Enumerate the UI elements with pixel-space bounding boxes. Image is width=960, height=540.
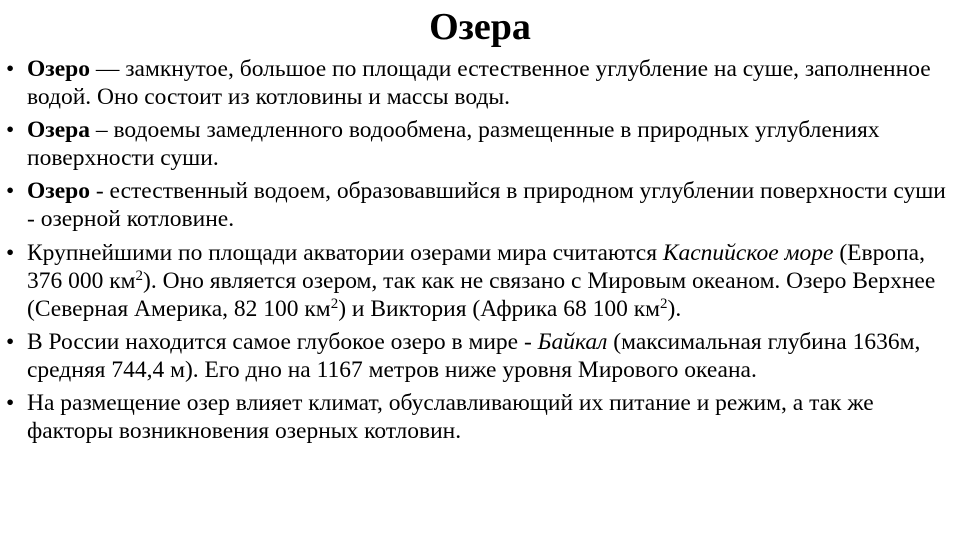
bullet-term: Озеро	[27, 178, 90, 205]
bullet-text: ) и Виктория (Африка 68 100 км	[338, 295, 661, 322]
bullet-icon: •	[6, 239, 15, 266]
bullet-list	[6, 55, 956, 450]
bullet-text: - естественный водоем, образовавшийся в природном углублении поверхности суши - озерной котловине.	[27, 178, 946, 233]
bullet-term: Озеро	[27, 56, 90, 82]
bullet-icon: •	[6, 328, 15, 355]
bullet-text: (Европа, 376 000 км	[27, 239, 925, 294]
bullet-item-lakes-reservoirs	[6, 116, 956, 172]
bullet-icon: •	[6, 389, 15, 416]
bullet-term: Озера	[27, 117, 90, 144]
bullet-icon: •	[6, 178, 15, 205]
bullet-text: ). Оно является озером, так как не связано с Мировым океаном. Озеро Верхнее (Северная Америка, 82 100 км	[27, 267, 936, 322]
bullet-text: Крупнейшими по площади акватории озерами мира считаются	[27, 239, 663, 266]
superscript-two: 2	[660, 295, 668, 312]
superscript-two: 2	[135, 267, 144, 284]
bullet-text: ).	[667, 295, 682, 322]
bullet-icon: •	[6, 117, 15, 144]
bullet-text: На размещение озер влияет климат, обуславливающий их питание и режим, а так же факторы возникновения озерных котловин.	[27, 389, 874, 444]
bullet-text: (максимальная глубина 1636м, средняя 744,4 м). Его дно на 1167 метров ниже уровня Мирового океана.	[27, 328, 921, 383]
bullet-item-largest-lakes	[6, 239, 956, 323]
bullet-item-lake-definition	[6, 55, 956, 111]
bullet-item-baikal	[6, 328, 956, 384]
page-title: Озера	[429, 6, 531, 48]
bullet-text: В России находится самое глубокое озеро в мире -	[27, 328, 538, 355]
superscript-two: 2	[330, 295, 339, 312]
bullet-item-climate-factors	[6, 389, 956, 445]
bullet-text: – водоемы замедленного водообмена, размещенные в природных углублениях поверхности суши.	[27, 117, 880, 172]
bullet-item-natural-reservoir	[6, 177, 956, 233]
baikal-name: Байкал	[537, 328, 608, 355]
bullet-text: — замкнутое, большое по площади естественное углубление на суше, заполненное водой. Оно состоит из котловины и массы воды.	[27, 56, 931, 110]
caspian-sea-name: Каспийское море	[662, 239, 834, 266]
bullet-icon: •	[6, 56, 15, 82]
